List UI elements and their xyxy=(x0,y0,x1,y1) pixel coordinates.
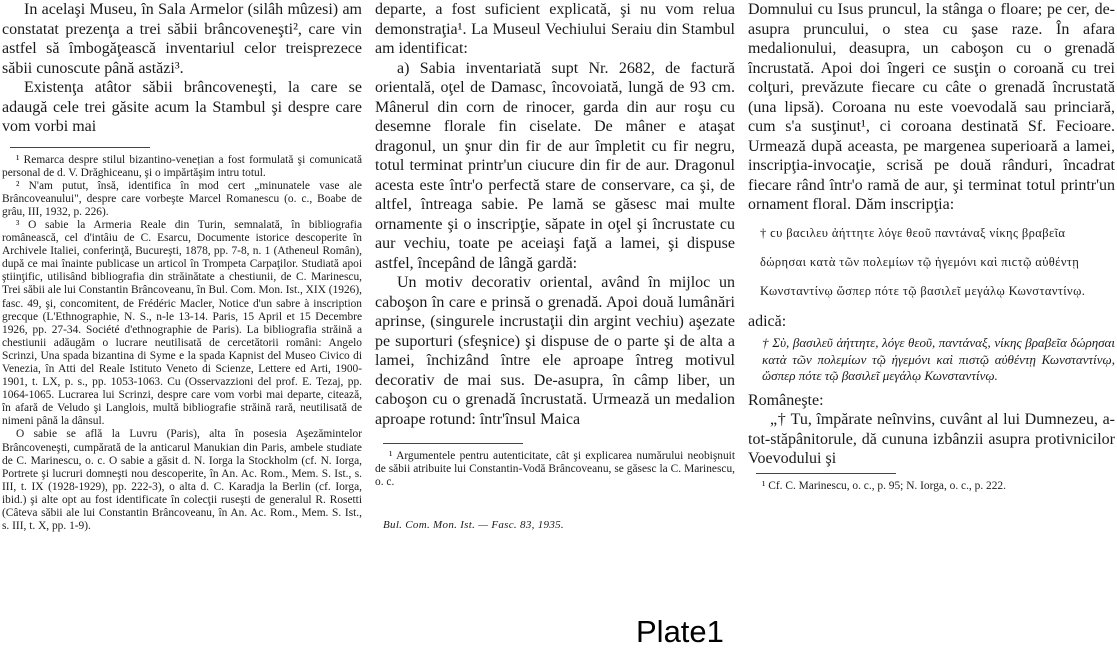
footnotes-left xyxy=(2,147,362,534)
footnote-divider xyxy=(756,473,896,474)
footnote-2: ² N'am putut, însă, identifica în mod cert „minunatele vase ale Brâncoveanului", despre care vorbeşte Marcel Romanescu (o. c., Boabe de grâu, III, 1932, p. 226). xyxy=(2,179,362,218)
column-left xyxy=(2,0,362,660)
plate-label: Plate1 xyxy=(636,614,724,649)
column-middle xyxy=(375,0,735,660)
footnote-divider xyxy=(10,147,150,148)
journal-reference: Bul. Com. Mon. Ist. — Fasc. 83, 1935. xyxy=(383,519,564,532)
paragraph-decorative-motif: Un motiv decorativ oriental, având în mijloc un caboşon în care e prinsă o grenadă. Apoi două lumânări aprinse, (singurele incrustaţii din argint vechiu) aşezate pe suporturi (sfeşnice) şi dispuse de o parte şi de alta a lamei, închizând între ele aproape întreg motivul decorativ de mai sus. De-asupra, în câmp liber, un caboşon cu o grenadă încrustată. Urmează un medalion aproape rotund: într'însul Maica xyxy=(375,274,735,428)
paragraph-museum-swords: In acelaşi Museu, în Sala Armelor (silâh mûzesi) am constatat prezenţa a trei săbii brâncoveneşti², care vin astfel să îmbogăţească inventariul celor treisprezece săbii cunoscute până astăzi³. xyxy=(2,1,362,77)
footnote-divider xyxy=(383,443,523,444)
paragraph-existence: Existenţa atâtor săbii brâncoveneşti, la care se adaugă cele trei găsite acum la Stambul şi despre care vom vorbi mai xyxy=(2,79,362,135)
column-right xyxy=(748,0,1115,660)
inscription-original: † ϲυ βαϲιλευ ἀήττητε λόγε θεοῦ παντάναξ νίκης βραβεῖα δώρησαι κατὰ τῶν πολεμίων τῷ ἡγεμόνι καὶ πιϲτῷ αὐθέντῃ Κωνσταντίνῳ ὥσπερ πότε τῷ βασιλεῖ μεγάλῳ Κωνσταντίνῳ. xyxy=(760,225,1086,298)
inscription-transcription: † Σὺ, βασιλεῦ ἀήττητε, λόγε θεοῦ, παντάναξ, νίκης βραβεῖα δώρησαι κατὰ τῶν πολεμίων τῷ ἡγεμόνι καὶ πιστῷ αὐθέντῃ Κωνσταντίνῳ, ὥσπερ πότε τῷ βασιλεῖ μεγάλῳ Κωνσταντίνῳ. xyxy=(762,335,1115,383)
paragraph-translation: „† Tu, împărate neînvins, cuvânt al lui Dumnezeu, a-tot-stăpânitorule, dă cununa izbânzii asupra protivnicilor Voevodului şi xyxy=(748,411,1115,467)
label-adica: adică: xyxy=(748,312,787,330)
footnote-3: ³ O sabie la Armeria Reale din Turin, semnalată, în bibliografia românească, cel d'intâiu de C. Esarcu, Documente istorice descoperite în Archivele Italiei, conferinţă, Bucureşti, 1878, pp. 7-8, n. 1 (Atheneul Român), după ce mai înainte publicase un articol în Trompeta Carpaţilor. Studiată apoi ştiinţific, utilisând bibliografia din străinătate a chestiunii, de C. Marinescu, Trei săbii ale lui Constantin Brâncoveanu, în Bul. Com. Mon. Ist., XIX (1926), fasc. 49, şi, concomitent, de Frédéric Macler, Notice d'un sabre à inscription grecque (L'Ethnographie, N. S., n-le 13-14. Paris, 15 April et 15 Decembre 1926, pp. 27-34. Société d'ethnographie de Paris). La bibliografia străină a chestiunii adăugăm o lucrare neutilisată de cercetătorii români: Angelo Scrinzi, Una spada bizantina di Syme e la spada Kapnist del Museo Civico di Venezia, în Atti del Reale Istituto Veneto di Scienze, Lettere ed Arti, 1900-1901, t. LX, p. s., pp. 1053-1063. Cu (Osservazzioni del prof. E. Tezaj, pp. 1064-1065. Lucrarea lui Scrinzi, despre care vom vorbi mai departe, citează, în afară de Veludo şi Langlois, multă bibliografie străină rară, neutilisată de nimeni până la dânsul. xyxy=(2,218,362,428)
footnotes-right xyxy=(748,473,1115,493)
footnotes-middle xyxy=(375,443,735,489)
footnote-3-continued: O sabie se află la Luvru (Paris), alta în posesia Aşezămintelor Brâncoveneşti, cumpărată de la anticarul Manukian din Paris, ambele studiate de C. Marinescu, o. c. O sabie a găsit d. N. Iorga la Stockholm (cf. N. Iorga, Portrete şi lucruri domneşti nou descoperite, în An. Ac. Rom., Mem. S. Ist., s. III, t. IX (1928-1929), pp. 222-3), o alta d. C. Karadja la Berlin (cf. Iorga, ibid.) şi alte opt au fost identificate în colecţii ruseşti de generalul R. Rosetti (Câteva săbii ale lui Constantin Brâncoveanu, în An. Ac. Rom., Mem. S. Ist., s. III, t. X, pp. 1-9). xyxy=(2,428,362,533)
footnote-1: ¹ Remarca despre stilul bizantino-venețian a fost formulată şi comunicată personal de d. V. Drăghiceanu, şi o impărtăşim intru totul. xyxy=(2,153,362,179)
paragraph-sword-a: a) Sabia inventariată supt Nr. 2682, de factură orientală, oţel de Damasc, încovoiată, lungă de 93 cm. Mânerul din corn de rinocer, garda din aur roşu cu desemne florale fin ciselate. De mâner e ataşat dragonul, un şnur din fir de aur împletit cu fir negru, totul terminat printr'un ciucure din fir de aur. Dragonul acesta este într'o perfectă stare de conservare, ca şi, de altfel, întreaga sabie. Pe lamă se găsesc mai multe ornamente şi o inscripţie, săpate in oţel şi încrustate cu aur vechiu, toate pe aceiaşi faţă a lamei, şi dispuse astfel, începând de lângă gardă: xyxy=(375,59,735,272)
footnote-crown: ¹ Cf. C. Marinescu, o. c., p. 95; N. Iorga, o. c., p. 222. xyxy=(762,479,1006,492)
paragraph-medallion: Domnului cu Isus pruncul, la stânga o floare; pe cer, de-asupra pruncului, o stea cu şase raze. În afara medalionului, deasupra, un caboşon cu o grenadă încrustată. Apoi doi îngeri ce susţin o coroană cu trei colţuri, prevăzute fiecare cu câte o grenadă încrustată (una lipsă). Coroana nu este voevodală sau princiară, cum s'a susţinut¹, ci coroana destinată Sf. Fecioare. Urmează după aceasta, pe margenea superioară a lamei, inscripţia-invocaţie, scrisă pe două rânduri, încadrat fiecare rând într'o ramă de aur, şi terminat totul printr'un ornament floral. Dăm inscripţia: xyxy=(748,1,1115,213)
paragraph-continuation: departe, a fost suficient explicată, şi nu vom relua demonstraţia¹. La Museul Vechiului Seraiu din Stambul am identificat: xyxy=(375,1,735,57)
label-romaneste: Româneşte: xyxy=(748,391,824,409)
footnote-authenticity: ¹ Argumentele pentru autenticitate, cât şi explicarea numărului neobişnuit de săbii atribuite lui Constantin-Vodă Brâncoveanu, se găsesc la C. Marinescu, o. c. xyxy=(375,450,735,489)
